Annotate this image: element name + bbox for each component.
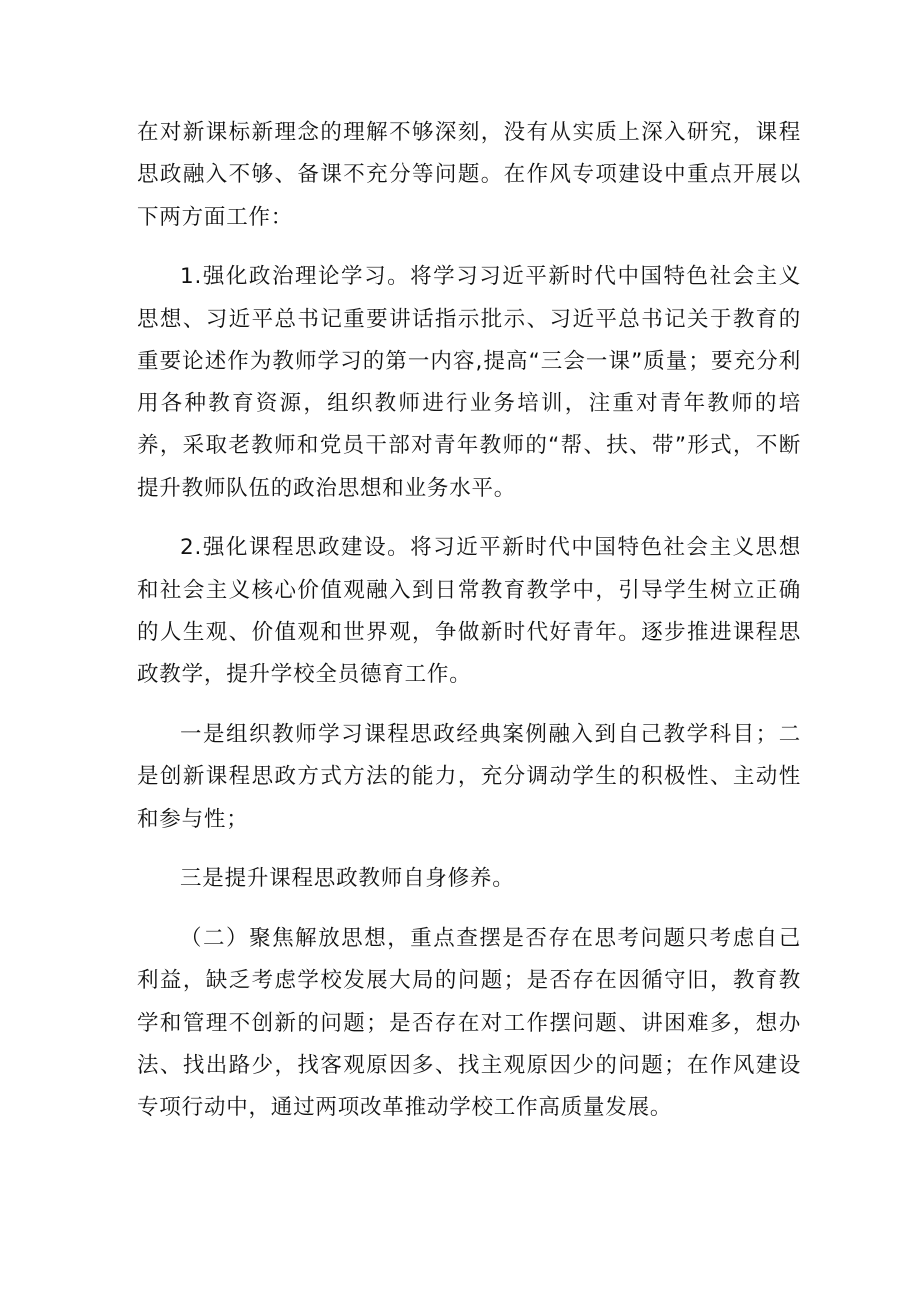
paragraph-first-and-second-points: 一是组织教师学习课程思政经典案例融入到自己教学科目；二是创新课程思政方式方法的能力，充分调动学生的积极性、主动性和参与性； xyxy=(137,722,801,832)
paragraph-intro-continuation: 在对新课标新理念的理解不够深刻，没有从实质上深入研究，课程思政融入不够、备课不充分等问题。在作风专项建设中重点开展以下两方面工作： xyxy=(137,120,801,230)
document-body xyxy=(137,112,801,1147)
paragraph-item-2-curriculum-ideology: 2.强化课程思政建设。将习近平新时代中国特色社会主义思想和社会主义核心价值观融入到日常教育教学中，引导学生树立正确的人生观、价值观和世界观，争做新时代好青年。逐步推进课程思政教学，提升学校全员德育工作。 xyxy=(137,535,801,688)
paragraph-item-1-political-theory-study: 1.强化政治理论学习。将学习习近平新时代中国特色社会主义思想、习近平总书记重要讲话指示批示、习近平总书记关于教育的重要论述作为教师学习的第一内容,提高“三会一课”质量；要充分利用各种教育资源，组织教师进行业务培训，注重对青年教师的培养，采取老教师和党员干部对青年教师的“帮、扶、带”形式，不断提升教师队伍的政治思想和业务水平。 xyxy=(137,264,801,501)
paragraph-third-point: 三是提升课程思政教师自身修养。 xyxy=(180,866,515,892)
paragraph-section-2-emancipate-mind: （二）聚焦解放思想，重点查摆是否存在思考问题只考虑自己利益，缺乏考虑学校发展大局的问题；是否存在因循守旧，教育教学和管理不创新的问题；是否存在对工作摆问题、讲困难多，想办法、找出路少，找客观原因多、找主观原因少的问题；在作风建设专项行动中，通过两项改革推动学校工作高质量发展。 xyxy=(137,926,801,1121)
